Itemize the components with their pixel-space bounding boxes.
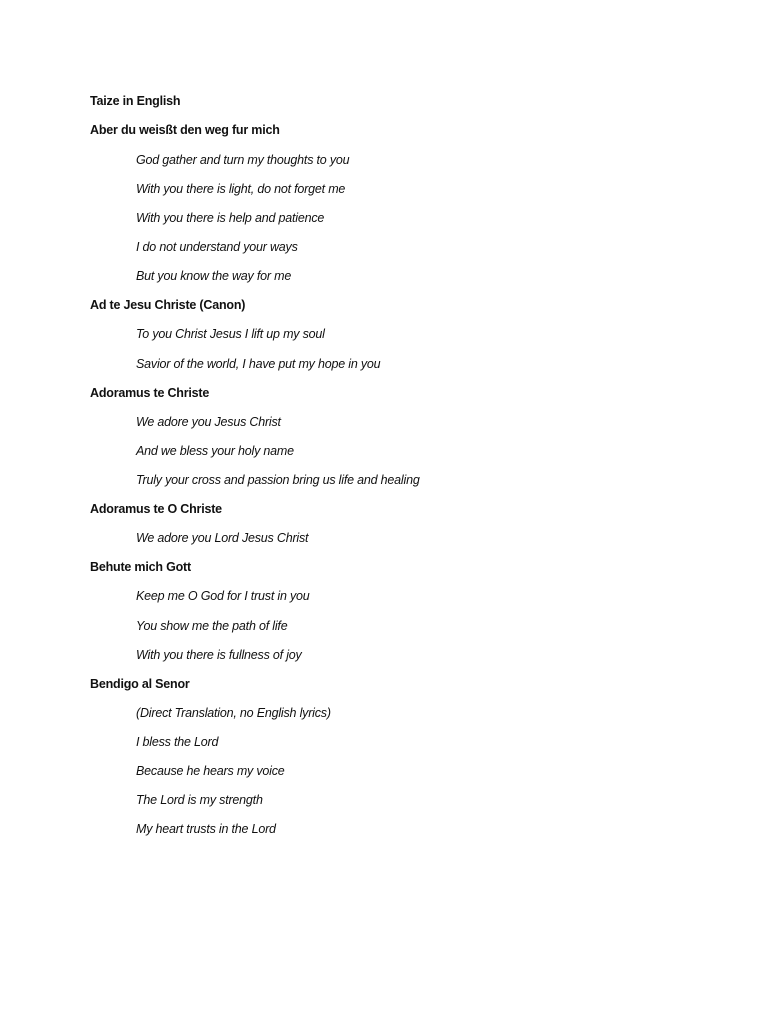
lyric-line: My heart trusts in the Lord (136, 822, 276, 836)
lyric-line: Keep me O God for I trust in you (136, 589, 310, 603)
lyric-line: The Lord is my strength (136, 793, 263, 807)
lyric-line: With you there is fullness of joy (136, 648, 302, 662)
lyric-line: Because he hears my voice (136, 764, 285, 778)
lyric-line: We adore you Lord Jesus Christ (136, 531, 309, 545)
lyric-line: Savior of the world, I have put my hope in you (136, 357, 381, 371)
song-title: Adoramus te Christe (90, 386, 210, 400)
document-title: Taize in English (90, 94, 181, 108)
lyric-line: You show me the path of life (136, 619, 288, 633)
lyric-line: Truly your cross and passion bring us life and healing (136, 473, 420, 487)
song-title: Aber du weisßt den weg fur mich (90, 123, 280, 137)
lyric-line: God gather and turn my thoughts to you (136, 153, 350, 167)
song-title: Ad te Jesu Christe (Canon) (90, 298, 246, 312)
lyric-line: And we bless your holy name (136, 444, 294, 458)
song-title: Adoramus te O Christe (90, 502, 222, 516)
lyric-line: But you know the way for me (136, 269, 292, 283)
song-title: Behute mich Gott (90, 560, 191, 574)
lyric-line: With you there is light, do not forget me (136, 182, 346, 196)
lyric-line: (Direct Translation, no English lyrics) (136, 706, 331, 720)
lyric-line: We adore you Jesus Christ (136, 415, 281, 429)
lyric-line: I bless the Lord (136, 735, 219, 749)
lyric-line: I do not understand your ways (136, 240, 298, 254)
song-title: Bendigo al Senor (90, 677, 190, 691)
lyric-line: To you Christ Jesus I lift up my soul (136, 327, 325, 341)
lyric-line: With you there is help and patience (136, 211, 325, 225)
